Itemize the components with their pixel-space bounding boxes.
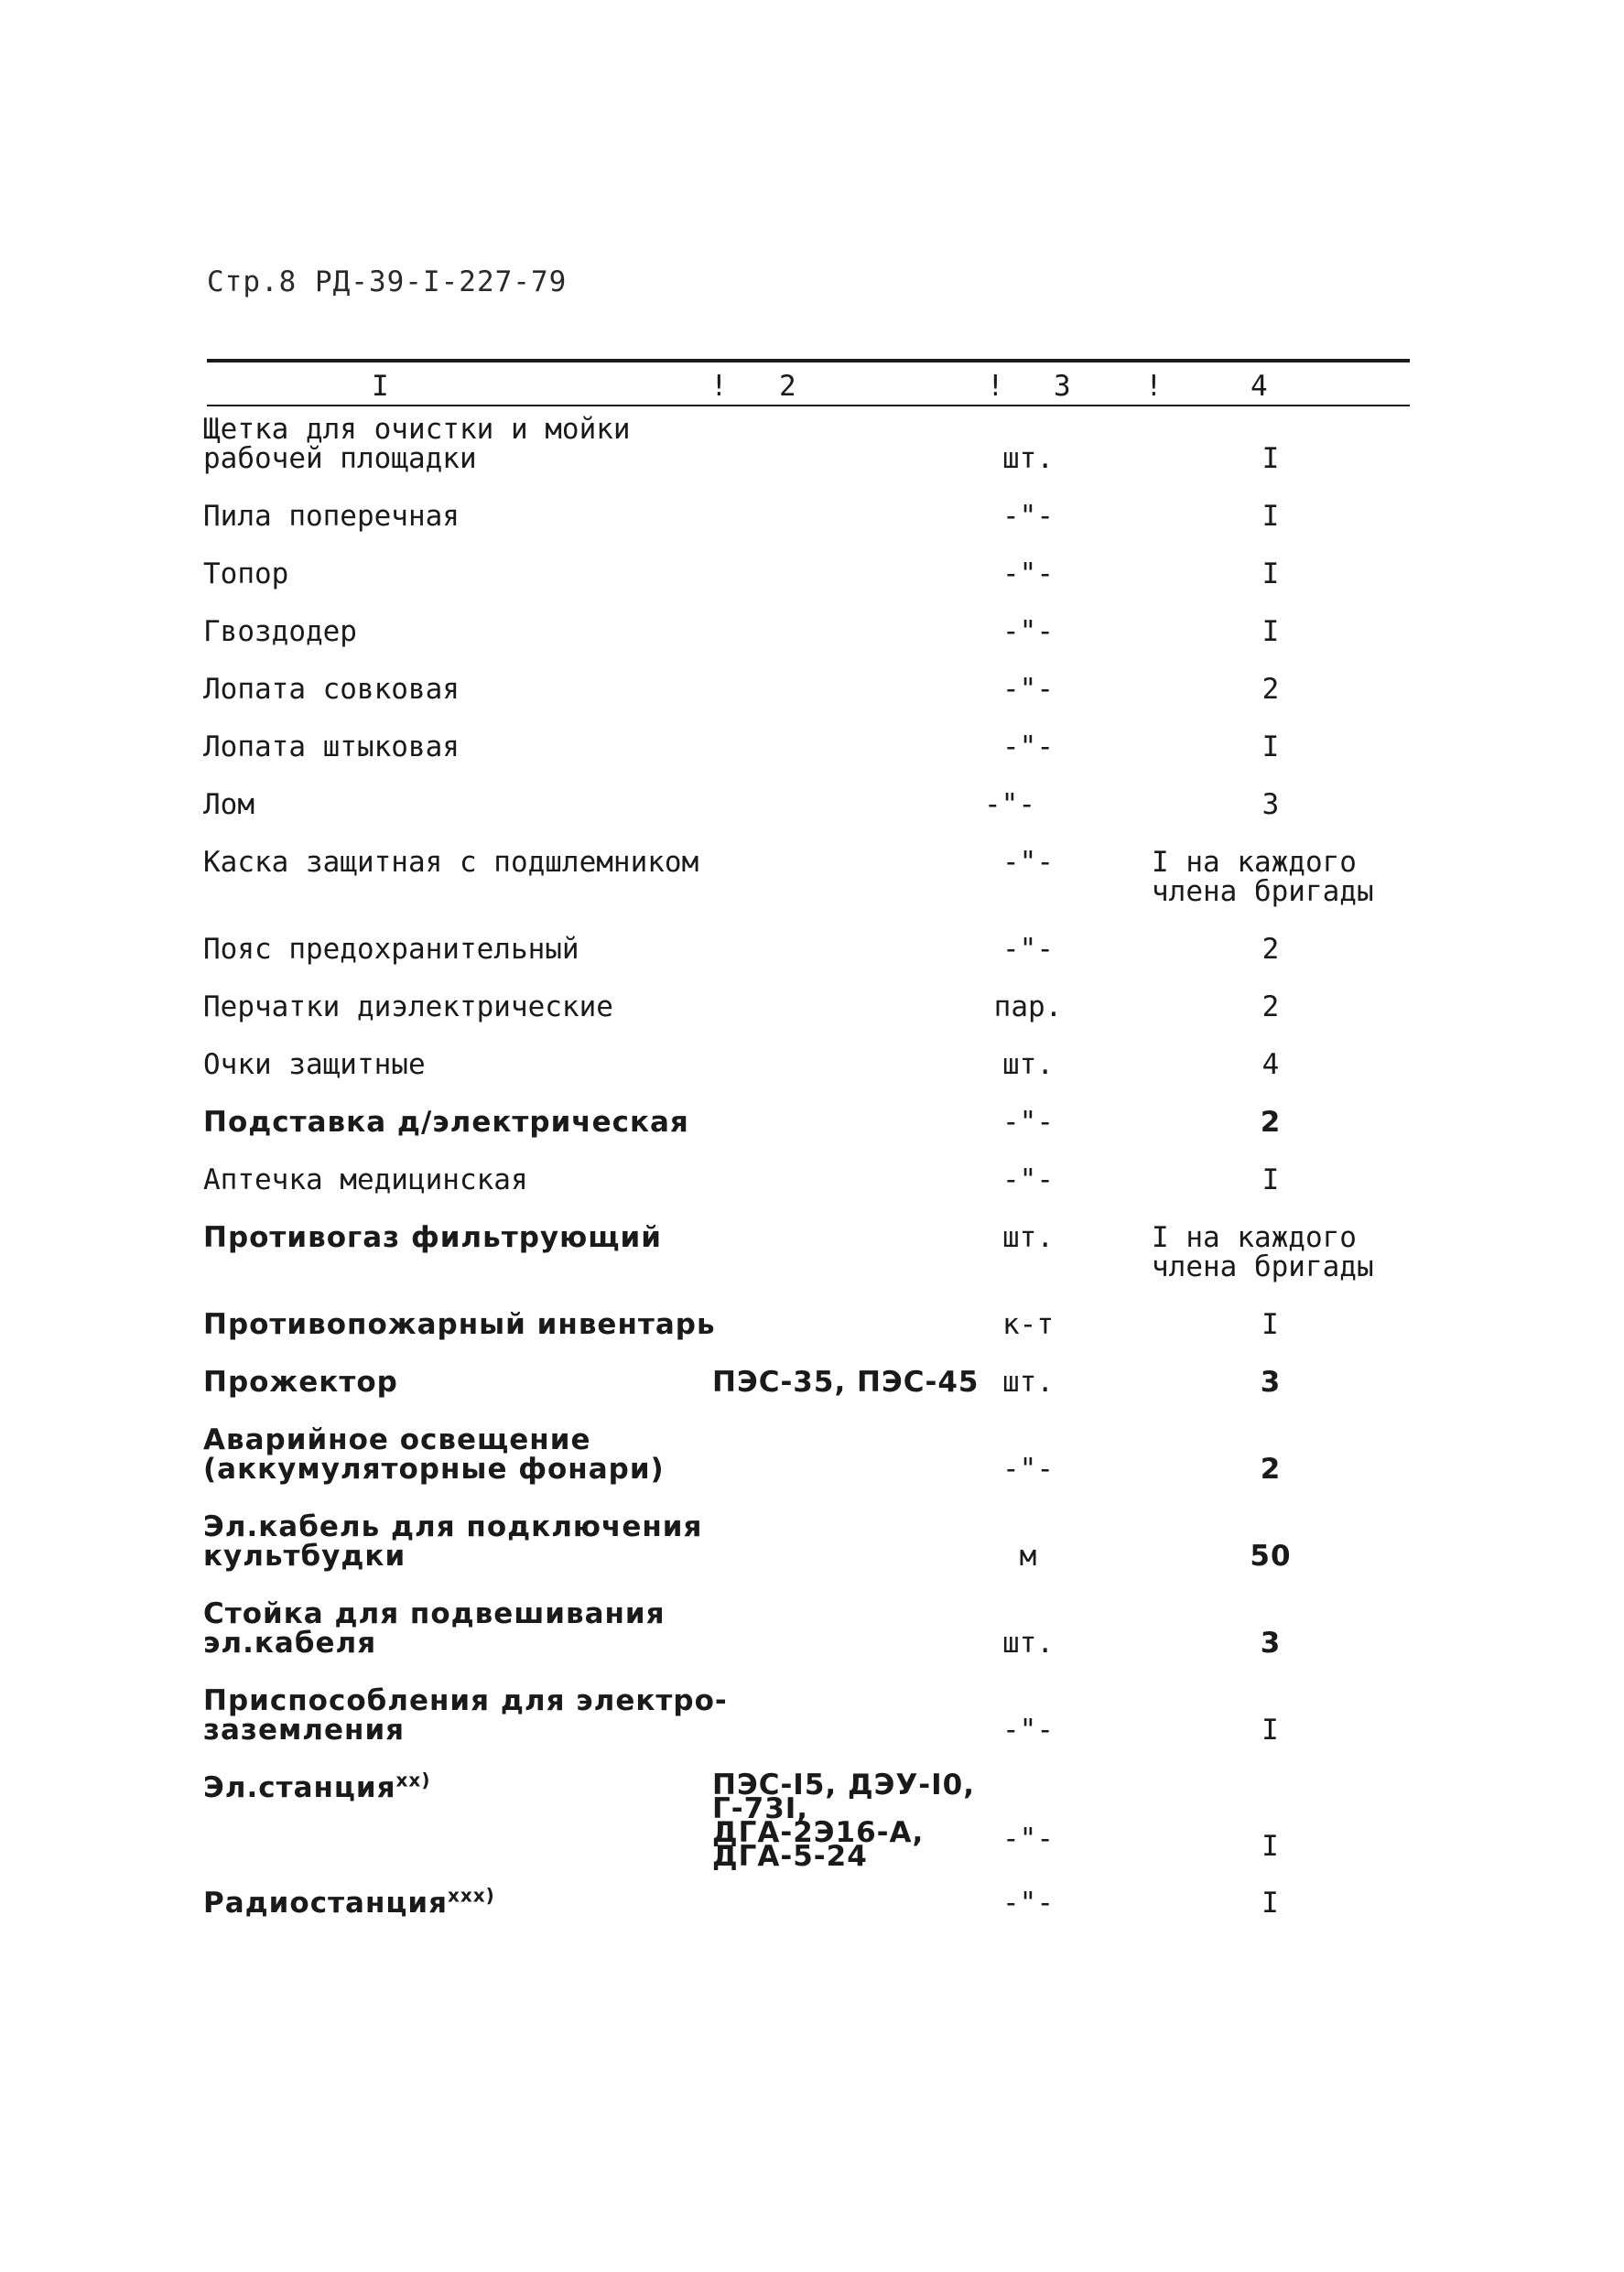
item-unit: -"- bbox=[1002, 1714, 1054, 1747]
item-quantity: I bbox=[1261, 730, 1280, 763]
item-name: Лопата совковая bbox=[203, 673, 460, 706]
item-model: ПЭС-35, ПЭС-45 bbox=[712, 1366, 980, 1399]
item-unit: -"- bbox=[984, 788, 1035, 821]
item-quantity: I bbox=[1261, 1830, 1280, 1863]
item-unit: -"- bbox=[1002, 1823, 1054, 1855]
item-quantity: I bbox=[1261, 442, 1280, 475]
item-quantity: 2 bbox=[1261, 673, 1280, 706]
item-name: Лопата штыковая bbox=[203, 730, 460, 763]
item-unit: -"- bbox=[1002, 673, 1054, 706]
item-name: Пила поперечная bbox=[203, 500, 460, 533]
item-name: Топор bbox=[203, 557, 289, 590]
item-quantity: I bbox=[1261, 1308, 1280, 1341]
item-quantity: 2 bbox=[1261, 990, 1280, 1023]
item-name: Прожектор bbox=[203, 1366, 398, 1399]
item-name-text: Радиостанция bbox=[203, 1887, 448, 1920]
item-unit: шт. bbox=[1002, 1366, 1054, 1399]
item-name: Очки защитные bbox=[203, 1048, 426, 1081]
item-name: Стойка для подвешивания эл.кабеля bbox=[203, 1597, 666, 1660]
item-name bbox=[203, 1884, 899, 1920]
column-header-2: 2 bbox=[779, 370, 796, 403]
item-unit: -"- bbox=[1002, 500, 1054, 533]
item-name: Аптечка медицинская bbox=[203, 1163, 528, 1196]
item-unit: -"- bbox=[1002, 1163, 1054, 1196]
item-unit: -"- bbox=[1002, 1106, 1054, 1139]
item-unit: шт. bbox=[1002, 1627, 1054, 1660]
item-quantity: 2 bbox=[1261, 933, 1280, 966]
item-unit: -"- bbox=[1002, 615, 1054, 648]
item-name: Аварийное освещение (аккумуляторные фонари) bbox=[203, 1423, 665, 1486]
item-name: Эл.кабель для подключения культбудки bbox=[203, 1510, 703, 1573]
item-unit: -"- bbox=[1002, 933, 1054, 966]
column-separator: ! bbox=[1145, 370, 1163, 403]
item-name: Гвоздодер bbox=[203, 615, 357, 648]
item-quantity: I bbox=[1261, 1887, 1280, 1920]
item-name: Лом bbox=[203, 788, 254, 821]
item-name: Противогаз фильтрующий bbox=[203, 1221, 662, 1254]
item-name: Противопожарный инвентарь bbox=[203, 1308, 716, 1341]
item-unit: шт. bbox=[1002, 442, 1054, 475]
item-quantity: I bbox=[1261, 557, 1280, 590]
item-quantity: I bbox=[1261, 500, 1280, 533]
item-name: Каска защитная с подшлемником bbox=[203, 846, 699, 879]
column-header-4: 4 bbox=[1250, 370, 1268, 403]
item-quantity: 4 bbox=[1261, 1048, 1280, 1081]
footnote-marker: xxx) bbox=[447, 1884, 495, 1907]
item-unit: -"- bbox=[1002, 1453, 1054, 1486]
item-quantity: I bbox=[1261, 615, 1280, 648]
item-name-text: Эл.станция bbox=[203, 1771, 396, 1804]
item-quantity: I на каждого члена бригады bbox=[1152, 846, 1374, 908]
item-unit: к-т bbox=[1002, 1308, 1054, 1341]
item-quantity: 2 bbox=[1260, 1453, 1282, 1486]
item-unit: шт. bbox=[1002, 1221, 1054, 1254]
item-quantity: 2 bbox=[1260, 1106, 1282, 1139]
item-model: ПЭС-I5, ДЭУ-I0, Г-73I, ДГА-2Э16-А, ДГА-5-24 bbox=[712, 1769, 975, 1873]
column-header-3: 3 bbox=[1054, 370, 1071, 403]
item-quantity: I bbox=[1261, 1714, 1280, 1747]
item-name: Пояс предохранительный bbox=[203, 933, 579, 966]
item-unit: -"- bbox=[1002, 846, 1054, 879]
item-name: Приспособления для электро- заземления bbox=[203, 1684, 728, 1747]
item-unit: -"- bbox=[1002, 557, 1054, 590]
column-separator: ! bbox=[987, 370, 1004, 403]
item-unit: пар. bbox=[993, 990, 1063, 1023]
item-unit: шт. bbox=[1002, 1048, 1054, 1081]
page-header: Стр.8 РД-39-I-227-79 bbox=[207, 265, 568, 298]
item-unit: -"- bbox=[1002, 730, 1054, 763]
item-name: Щетка для очистки и мойки рабочей площадки bbox=[203, 413, 631, 475]
item-unit: -"- bbox=[1002, 1887, 1054, 1920]
item-name: Подставка д/электрическая bbox=[203, 1106, 689, 1139]
item-unit: м bbox=[1019, 1540, 1037, 1573]
item-quantity: 3 bbox=[1260, 1366, 1282, 1399]
item-quantity: 50 bbox=[1250, 1540, 1292, 1573]
item-name: Перчатки диэлектрические bbox=[203, 990, 613, 1023]
item-quantity: I bbox=[1261, 1163, 1280, 1196]
item-quantity: I на каждого члена бригады bbox=[1152, 1221, 1374, 1283]
item-quantity: 3 bbox=[1261, 788, 1280, 821]
footnote-marker: xx) bbox=[395, 1769, 431, 1791]
column-header-1: I bbox=[372, 370, 389, 403]
item-quantity: 3 bbox=[1260, 1627, 1282, 1660]
column-separator: ! bbox=[710, 370, 728, 403]
